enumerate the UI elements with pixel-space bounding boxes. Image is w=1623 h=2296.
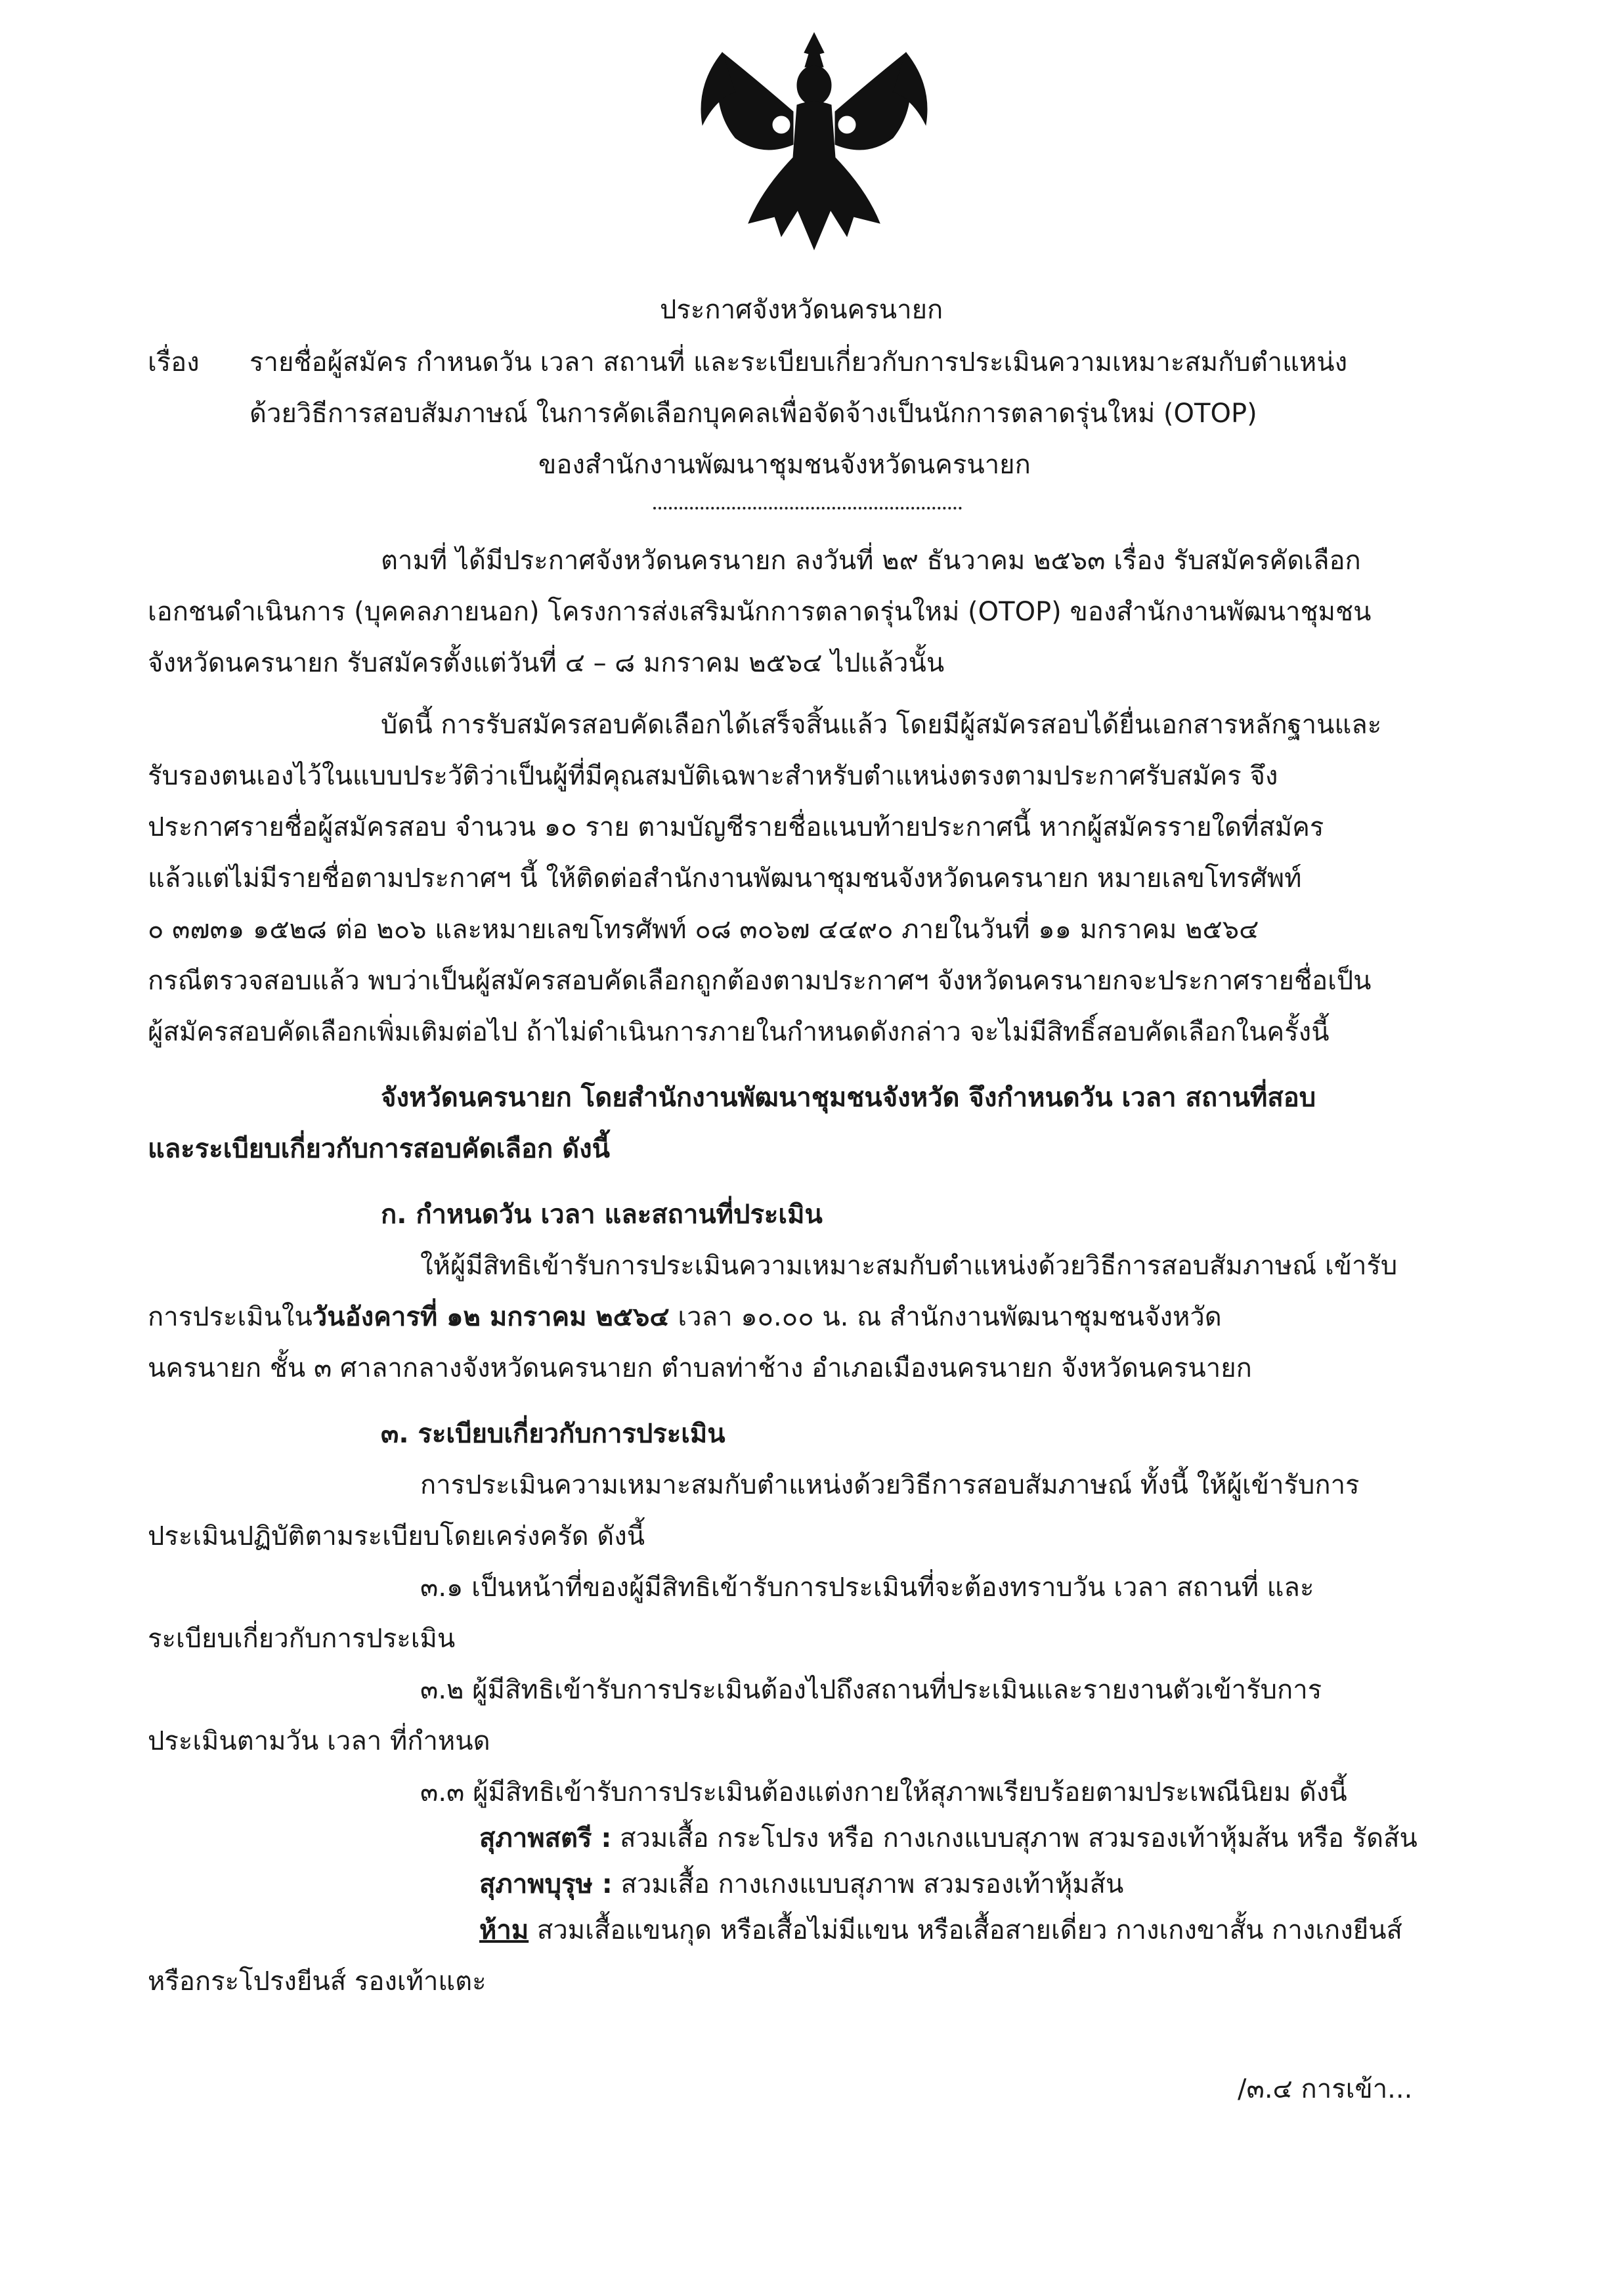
subject-line-2: ด้วยวิธีการสอบสัมภาษณ์ ในการคัดเลือกบุคคลเพื่อจัดจ้างเป็นนักการตลาดรุ่นใหม่ (OTOP) bbox=[249, 399, 1257, 429]
section-a-date-line: การประเมินในวันอังคารที่ ๑๒ มกราคม ๒๕๖๔ เวลา ๑๐.๐๐ น. ณ สำนักงานพัฒนาชุมชนจังหวัด bbox=[148, 1302, 1222, 1332]
rule-3-1: ๓.๑ เป็นหน้าที่ของผู้มีสิทธิเข้ารับการประเมินที่จะต้องทราบวัน เวลา สถานที่ และ bbox=[420, 1572, 1314, 1603]
assessment-date: วันอังคารที่ ๑๒ มกราคม ๒๕๖๔ bbox=[312, 1302, 670, 1332]
para1-line: ตามที่ ได้มีประกาศจังหวัดนครนายก ลงวันที่ ๒๙ ธันวาคม ๒๕๖๓ เรื่อง รับสมัครคัดเลือก bbox=[381, 546, 1361, 576]
section-3-heading: ๓. ระเบียบเกี่ยวกับการประเมิน bbox=[381, 1419, 725, 1449]
section-3-intro: การประเมินความเหมาะสมกับตำแหน่งด้วยวิธีการสอบสัมภาษณ์ ทั้งนี้ ให้ผู้เข้ารับการ bbox=[420, 1470, 1360, 1500]
dress-code-male: สุภาพบุรุษ : สวมเสื้อ กางเกงแบบสุภาพ สวมรองเท้าหุ้มส้น bbox=[479, 1869, 1124, 1899]
dress-code-female: สุภาพสตรี : สวมเสื้อ กระโปรง หรือ กางเกงแบบสุภาพ สวมรองเท้าหุ้มส้น หรือ รัดส้น bbox=[479, 1823, 1417, 1853]
garuda-emblem-icon bbox=[683, 26, 945, 263]
rule-3-1-cont: ระเบียบเกี่ยวกับการประเมิน bbox=[148, 1624, 456, 1654]
section-a-heading: ก. กำหนดวัน เวลา และสถานที่ประเมิน bbox=[381, 1200, 823, 1230]
subject-line-1: รายชื่อผู้สมัคร กำหนดวัน เวลา สถานที่ และระเบียบเกี่ยวกับการประเมินความเหมาะสมกับตำแหน่ง bbox=[249, 347, 1348, 378]
para2-line: แล้วแต่ไม่มีรายชื่อตามประกาศฯ นี้ ให้ติดต่อสำนักงานพัฒนาชุมชนจังหวัดนครนายก หมายเลขโทรศัพท์ bbox=[148, 863, 1302, 894]
para2-line: บัดนี้ การรับสมัครสอบคัดเลือกได้เสร็จสิ้นแล้ว โดยมีผู้สมัครสอบได้ยื่นเอกสารหลักฐานและ bbox=[381, 710, 1382, 740]
subject-label: เรื่อง bbox=[148, 347, 200, 378]
para1-line: จังหวัดนครนายก รับสมัครตั้งแต่วันที่ ๔ – ๘ มกราคม ๒๕๖๔ ไปแล้วนั้น bbox=[148, 648, 945, 678]
para2-line: ผู้สมัครสอบคัดเลือกเพิ่มเติมต่อไป ถ้าไม่ดำเนินการภายในกำหนดดังกล่าว จะไม่มีสิทธิ์สอบคัดเลือกในครั้งนี้ bbox=[148, 1017, 1330, 1047]
section-a-line: ให้ผู้มีสิทธิเข้ารับการประเมินความเหมาะสมกับตำแหน่งด้วยวิธีการสอบสัมภาษณ์ เข้ารับ bbox=[420, 1251, 1398, 1281]
para2-line: รับรองตนเองไว้ในแบบประวัติว่าเป็นผู้ที่มีคุณสมบัติเฉพาะสำหรับตำแหน่งตรงตามประกาศรับสมัคร จึง bbox=[148, 761, 1278, 791]
para2-line: ประกาศรายชื่อผู้สมัครสอบ จำนวน ๑๐ ราย ตามบัญชีรายชื่อแนบท้ายประกาศนี้ หากผู้สมัครรายใดที่สมัคร bbox=[148, 812, 1324, 842]
dress-code-banned-cont: หรือกระโปรงยีนส์ รองเท้าแตะ bbox=[148, 1966, 487, 1997]
rule-3-2-cont: ประเมินตามวัน เวลา ที่กำหนด bbox=[148, 1726, 490, 1756]
section-a-line: นครนายก ชั้น ๓ ศาลากลางจังหวัดนครนายก ตำบลท่าช้าง อำเภอเมืองนครนายก จังหวัดนครนายก bbox=[148, 1353, 1252, 1383]
rule-3-3: ๓.๓ ผู้มีสิทธิเข้ารับการประเมินต้องแต่งกายให้สุภาพเรียบร้อยตามประเพณีนิยม ดังนี้ bbox=[420, 1777, 1347, 1808]
para1-line: เอกชนดำเนินการ (บุคคลภายนอก) โครงการส่งเสริมนักการตลาดรุ่นใหม่ (OTOP) ของสำนักงานพัฒนาชุมชน bbox=[148, 597, 1372, 627]
section-3-intro: ประเมินปฏิบัติตามระเบียบโดยเคร่งครัด ดังนี้ bbox=[148, 1521, 645, 1551]
announcement-title: ประกาศจังหวัดนครนายก bbox=[660, 295, 943, 325]
separator-dots bbox=[653, 507, 962, 509]
para3-line: และระเบียบเกี่ยวกับการสอบคัดเลือก ดังนี้ bbox=[148, 1134, 610, 1164]
para3-line: จังหวัดนครนายก โดยสำนักงานพัฒนาชุมชนจังหวัด จึงกำหนดวัน เวลา สถานที่สอบ bbox=[381, 1083, 1316, 1113]
subject-line-3: ของสำนักงานพัฒนาชุมชนจังหวัดนครนายก bbox=[538, 450, 1031, 480]
continuation-marker: /๓.๔ การเข้า... bbox=[1238, 2074, 1413, 2104]
dress-code-banned: ห้าม สวมเสื้อแขนกุด หรือเสื้อไม่มีแขน หรือเสื้อสายเดี่ยว กางเกงขาสั้น กางเกงยีนส์ bbox=[479, 1915, 1402, 1945]
para2-line: กรณีตรวจสอบแล้ว พบว่าเป็นผู้สมัครสอบคัดเลือกถูกต้องตามประกาศฯ จังหวัดนครนายกจะประกาศรายชื่อเป็น bbox=[148, 966, 1372, 996]
rule-3-2: ๓.๒ ผู้มีสิทธิเข้ารับการประเมินต้องไปถึงสถานที่ประเมินและรายงานตัวเข้ารับการ bbox=[420, 1675, 1322, 1705]
para2-line: ๐ ๓๗๓๑ ๑๕๒๘ ต่อ ๒๐๖ และหมายเลขโทรศัพท์ ๐๘ ๓๐๖๗ ๔๔๙๐ ภายในวันที่ ๑๑ มกราคม ๒๕๖๔ bbox=[148, 915, 1259, 945]
